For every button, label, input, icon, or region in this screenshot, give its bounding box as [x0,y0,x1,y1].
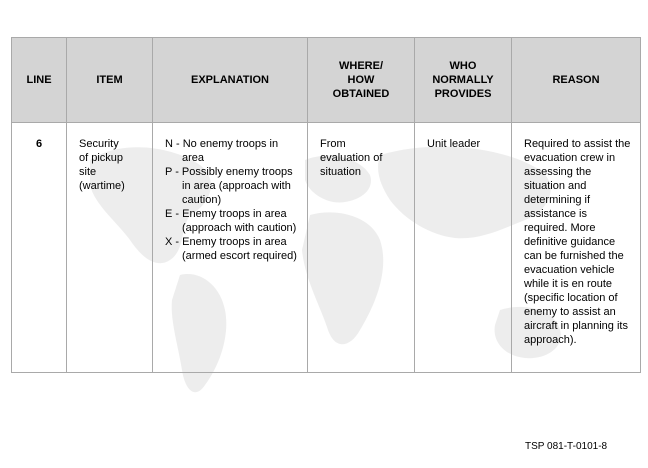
security-code-p: P - Possibly enemy troops in area (approach with caution) [165,166,293,206]
header-reason: REASON [512,38,641,123]
header-where-how-obtained: WHERE/ HOW OBTAINED [308,38,415,123]
document-reference: TSP 081-T-0101-8 [525,441,608,452]
cell-who-normally-provides: Unit leader [415,123,512,373]
cell-explanation [153,123,308,373]
requirements-table [11,37,641,373]
cell-line: 6 [12,123,67,373]
cell-where-how-obtained: From evaluation of situation [308,123,415,373]
header-who-normally-provides: WHO NORMALLY PROVIDES [415,38,512,123]
security-code-x: X - Enemy troops in area (armed escort required) [165,236,297,262]
cell-item: Security of pickup site (wartime) [67,123,153,373]
cell-reason: Required to assist the evacuation crew in assessing the situation and determining if assistance is required. More definitive guidance can be furnished the evacuation vehicle while it is en route (specific location of enemy to assist an aircraft in planning its approach). [512,123,641,373]
header-explanation: EXPLANATION [153,38,308,123]
table-row [12,123,641,373]
table-header-row [12,38,641,123]
header-item: ITEM [67,38,153,123]
header-line: LINE [12,38,67,123]
security-code-n: N - No enemy troops in area [165,138,279,164]
security-code-e: E - Enemy troops in area (approach with caution) [165,208,297,234]
